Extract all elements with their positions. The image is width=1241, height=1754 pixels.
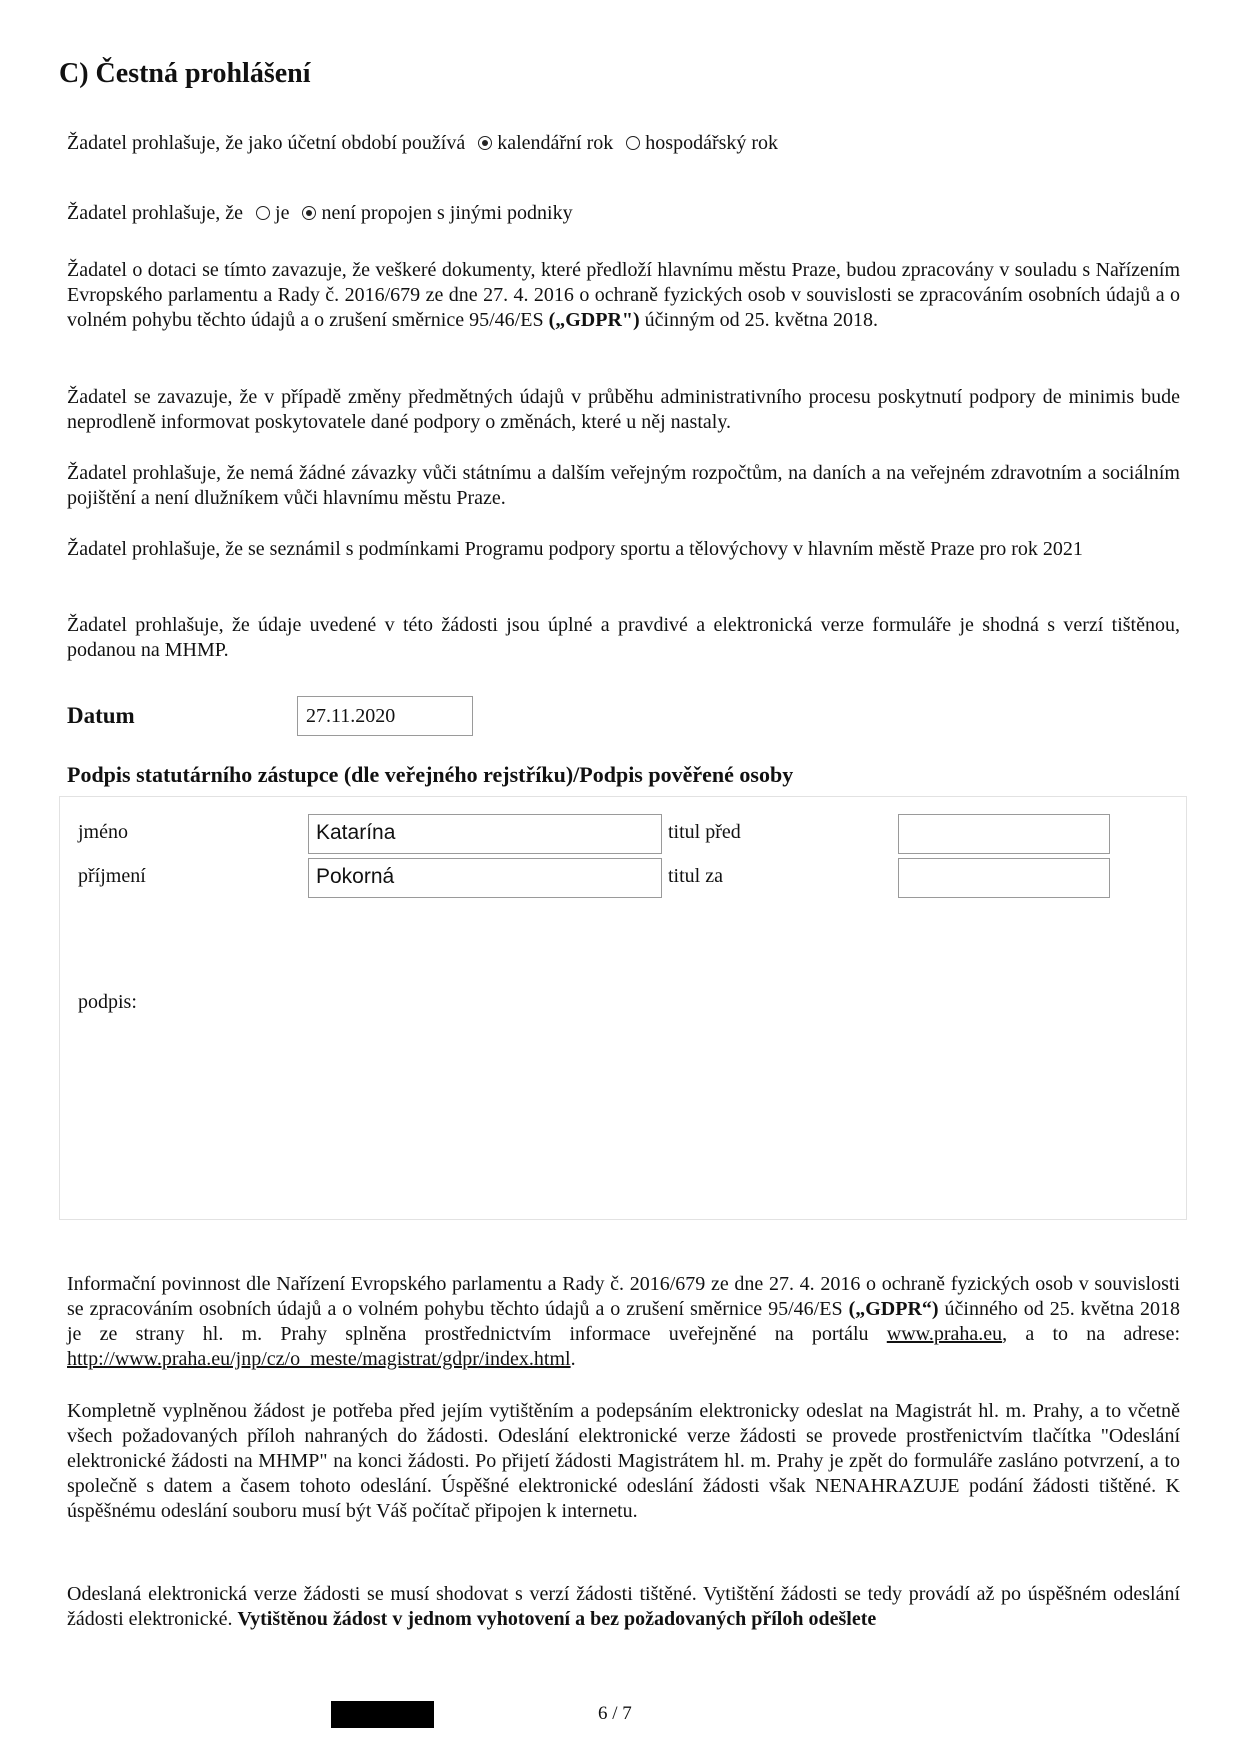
program-conditions-paragraph: Žadatel prohlašuje, že se seznámil s podmínkami Programu podpory sportu a tělovýchovy v hlavním městě Praze pro rok 2021 [67,538,1083,560]
radio-not-linked-label: není propojen s jinými podniky [321,202,573,224]
radio-is-linked[interactable] [256,206,270,220]
title-before-field[interactable] [898,814,1110,854]
date-label: Datum [67,703,135,728]
radio-calendar-year-label: kalendářní rok [497,132,614,154]
gdpr-commitment-tail: účinným od 25. května 2018. [644,309,878,331]
radio-fiscal-year[interactable] [626,136,640,150]
title-before-label: titul před [668,821,741,843]
accounting-period-row [67,132,778,155]
truthfulness-paragraph: Žadatel prohlašuje, že údaje uvedené v této žádosti jsou úplné a pravdivé a elektronická verze formuláře je shodná s verzí tištěnou, podanou na MHMP. [67,614,1180,661]
last-name-field[interactable]: Pokorná [308,858,662,898]
last-name-label: příjmení [78,865,146,887]
gdpr-commitment-paragraph [67,258,1180,333]
print-note-text: Odeslaná elektronická verze žádosti se musí shodovat s verzí žádosti tištěné. Vytištění žádosti se tedy provádí až po úspěšném odeslání žádosti elektronické. [67,1583,1180,1630]
gdpr-notice-paragraph [67,1272,1180,1372]
gdpr-notice-abbrev: („GDPR“) [848,1298,939,1320]
radio-is-linked-label: je [275,202,290,224]
first-name-label: jméno [78,821,128,843]
radio-not-linked[interactable] [302,206,316,220]
redaction-bar [331,1701,434,1728]
gdpr-info-link[interactable]: http://www.praha.eu/jnp/cz/o_meste/magistrat/gdpr/index.html [67,1348,571,1370]
gdpr-notice-intro: Informační povinnost dle Nařízení Evropského parlamentu a Rady č. 2016/679 ze dne 27. 4. 2016 o ochraně fyzických osob v souvislosti se zpracováním osobních údajů a o volném pohybu těchto údajů a o zrušení směrnice 95/46/ES [67,1273,1180,1320]
print-note-bold: Vytištěnou žádost v jednom vyhotovení a bez požadovaných příloh odešlete [237,1608,877,1630]
no-debts-paragraph: Žadatel prohlašuje, že nemá žádné závazky vůči státnímu a dalším veřejným rozpočtům, na daních a na veřejném zdravotním a sociálním pojištění a není dlužníkem vůči hlavnímu městu Praze. [67,462,1180,509]
gdpr-commitment-text: Žadatel o dotaci se tímto zavazuje, že veškeré dokumenty, které předloží hlavnímu městu Praze, budou zpracovány v souladu s Nařízením Evropského parlamentu a Rady č. 2016/679 ze dne 27. 4. 2016 o ochraně fyzických osob v souvislosti se zpracováním osobních údajů a o volném pohybu těchto údajů a o zrušení směrnice 95/46/ES [67,259,1180,331]
gdpr-abbrev: („GDPR") [548,309,640,331]
print-note-paragraph [67,1582,1180,1632]
section-heading: C) Čestná prohlášení [59,58,311,89]
signature-label: podpis: [78,991,137,1013]
signature-box [59,796,1187,1220]
linked-enterprises-prefix: Žadatel prohlašuje, že [67,202,244,224]
changes-commitment-paragraph: Žadatel se zavazuje, že v případě změny předmětných údajů v průběhu administrativního procesu poskytnutí podpory de minimis bude neprodleně informovat poskytovatele dané podpory o změnách, které u něj nastaly. [67,386,1180,433]
title-after-label: titul za [668,865,723,887]
linked-enterprises-row [67,202,573,225]
radio-calendar-year[interactable] [478,136,492,150]
gdpr-notice-middle: účinného od 25. května 2018 je ze strany hl. m. Prahy splněna prostřednictvím informace uveřejněné na portálu [67,1298,1181,1345]
signature-section-title: Podpis statutárního zástupce (dle veřejného rejstříku)/Podpis pověřené osoby [67,762,794,787]
title-after-field[interactable] [898,858,1110,898]
submission-instructions-paragraph: Kompletně vyplněnou žádost je potřeba před jejím vytištěním a podepsáním elektronicky odeslat na Magistrát hl. m. Prahy, a to včetně všech požadovaných příloh nahraných do žádosti. Odeslání elektronické verze žádosti se provede prostřenictvím tlačítka "Odeslání elektronické žádosti na MHMP" na konci žádosti. Po přijetí žádosti Magistrátem hl. m. Prahy je zpět do formuláře zasláno potvrzení, a to společně s datem a časem tohoto odeslání. Úspěšné elektronické odeslání žádosti však NENAHRAZUJE podání žádosti tištěné. K úspěšnému odeslání souboru musí být Váš počítač připojen k internetu. [67,1400,1180,1522]
gdpr-notice-middle2: , a to na adrese: [1002,1323,1181,1345]
page-number: 6 / 7 [598,1703,632,1724]
gdpr-notice-end: . [570,1348,576,1370]
praha-portal-link[interactable]: www.praha.eu [886,1323,1003,1345]
first-name-field[interactable]: Katarína [308,814,662,854]
date-field[interactable]: 27.11.2020 [297,696,473,736]
accounting-period-prefix: Žadatel prohlašuje, že jako účetní období používá [67,132,466,154]
radio-fiscal-year-label: hospodářský rok [645,132,779,154]
